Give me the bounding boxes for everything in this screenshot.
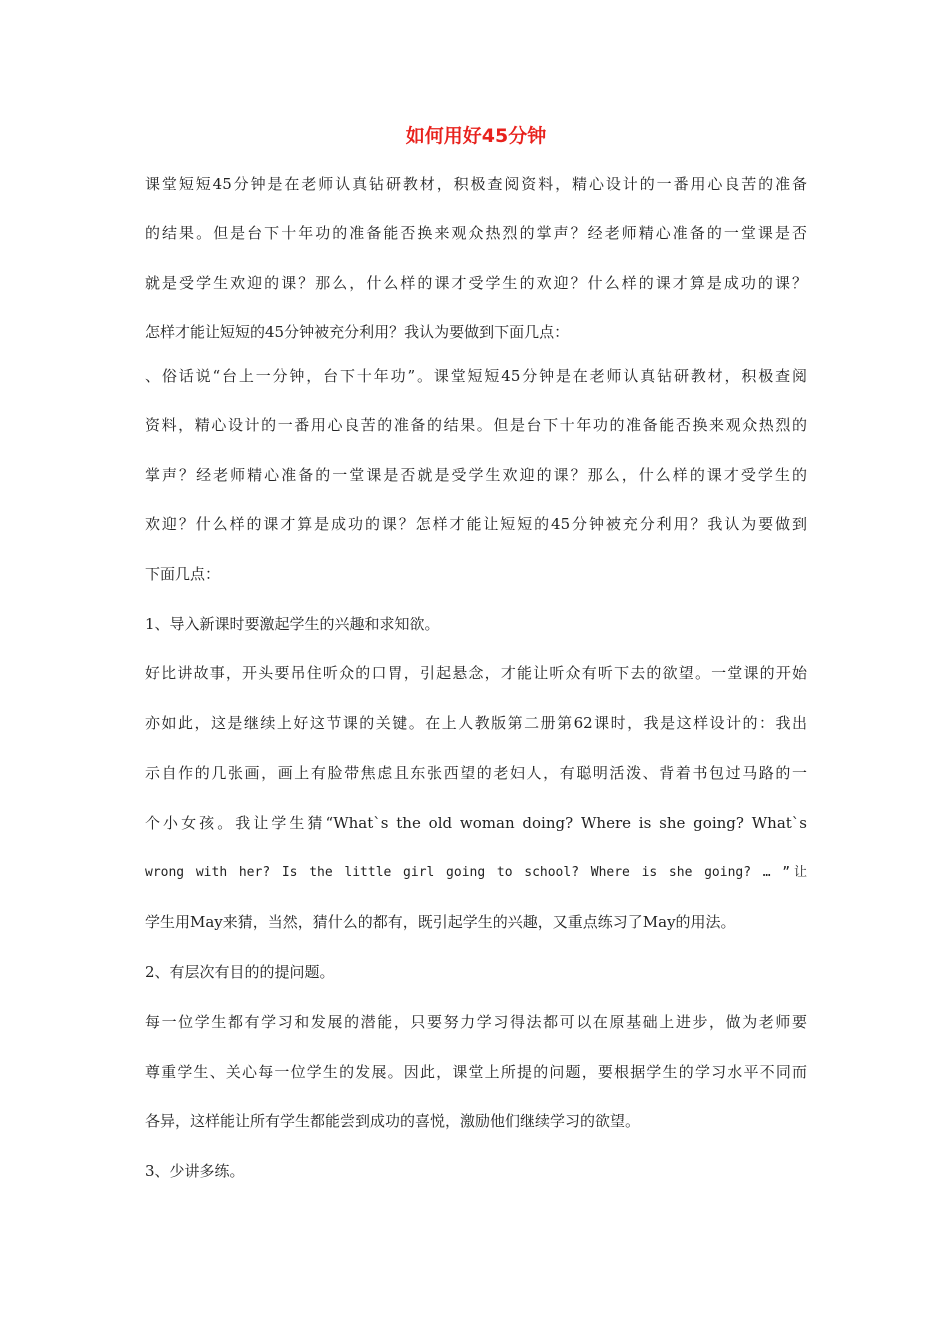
body-line: 掌声？经老师精心准备的一堂课是否就是受学生欢迎的课？那么，什么样的课才受学生的 <box>145 466 807 484</box>
section-heading: 3、少讲多练。 <box>145 1162 245 1180</box>
body-line: 示自作的几张画，画上有脸带焦虑且东张西望的老妇人，有聪明活泼、背着书包过马路的一 <box>145 764 807 782</box>
body-line: 好比讲故事，开头要吊住听众的口胃，引起悬念，才能让听众有听下去的欲望。一堂课的开始 <box>145 664 807 682</box>
body-line: 下面几点： <box>145 565 221 583</box>
page-title: 如何用好45分钟 <box>405 125 547 147</box>
body-line: 各异，这样能让所有学生都能尝到成功的喜悦，激励他们继续学习的欲望。 <box>145 1112 641 1130</box>
body-line: 资料，精心设计的一番用心良苦的准备的结果。但是台下十年功的准备能否换来观众热烈的 <box>145 416 807 434</box>
body-line: 学生用May来猜，当然，猜什么的都有，既引起学生的兴趣，又重点练习了May的用法。 <box>145 913 736 931</box>
body-line: 个小女孩。我让学生猜“What`s the old woman doing? Where is she going? What`s <box>145 814 807 832</box>
body-line: 欢迎？什么样的课才算是成功的课？怎样才能让短短的45分钟被充分利用？我认为要做到 <box>145 515 807 533</box>
body-line-english: wrong with her? Is the little girl going to school? Where is she going? … ”让 <box>145 865 807 880</box>
body-line: 课堂短短45分钟是在老师认真钻研教材，积极查阅资料，精心设计的一番用心良苦的准备 <box>145 175 807 193</box>
body-line: 怎样才能让短短的45分钟被充分利用？我认为要做到下面几点： <box>145 323 570 341</box>
body-line: 每一位学生都有学习和发展的潜能，只要努力学习得法都可以在原基础上进步，做为老师要 <box>145 1013 807 1031</box>
body-line: 、俗话说“台上一分钟，台下十年功”。课堂短短45分钟是在老师认真钻研教材，积极查阅 <box>145 367 807 385</box>
body-line: 就是受学生欢迎的课？那么，什么样的课才受学生的欢迎？什么样的课才算是成功的课？ <box>145 274 807 292</box>
body-line: 尊重学生、关心每一位学生的发展。因此，课堂上所提的问题，要根据学生的学习水平不同而 <box>145 1063 807 1081</box>
body-line: 亦如此，这是继续上好这节课的关键。在上人教版第二册第62课时，我是这样设计的：我出 <box>145 714 807 732</box>
section-heading: 1、导入新课时要激起学生的兴趣和求知欲。 <box>145 615 440 633</box>
body-line: 的结果。但是台下十年功的准备能否换来观众热烈的掌声？经老师精心准备的一堂课是否 <box>145 224 807 242</box>
section-heading: 2、有层次有目的的提问题。 <box>145 963 335 981</box>
